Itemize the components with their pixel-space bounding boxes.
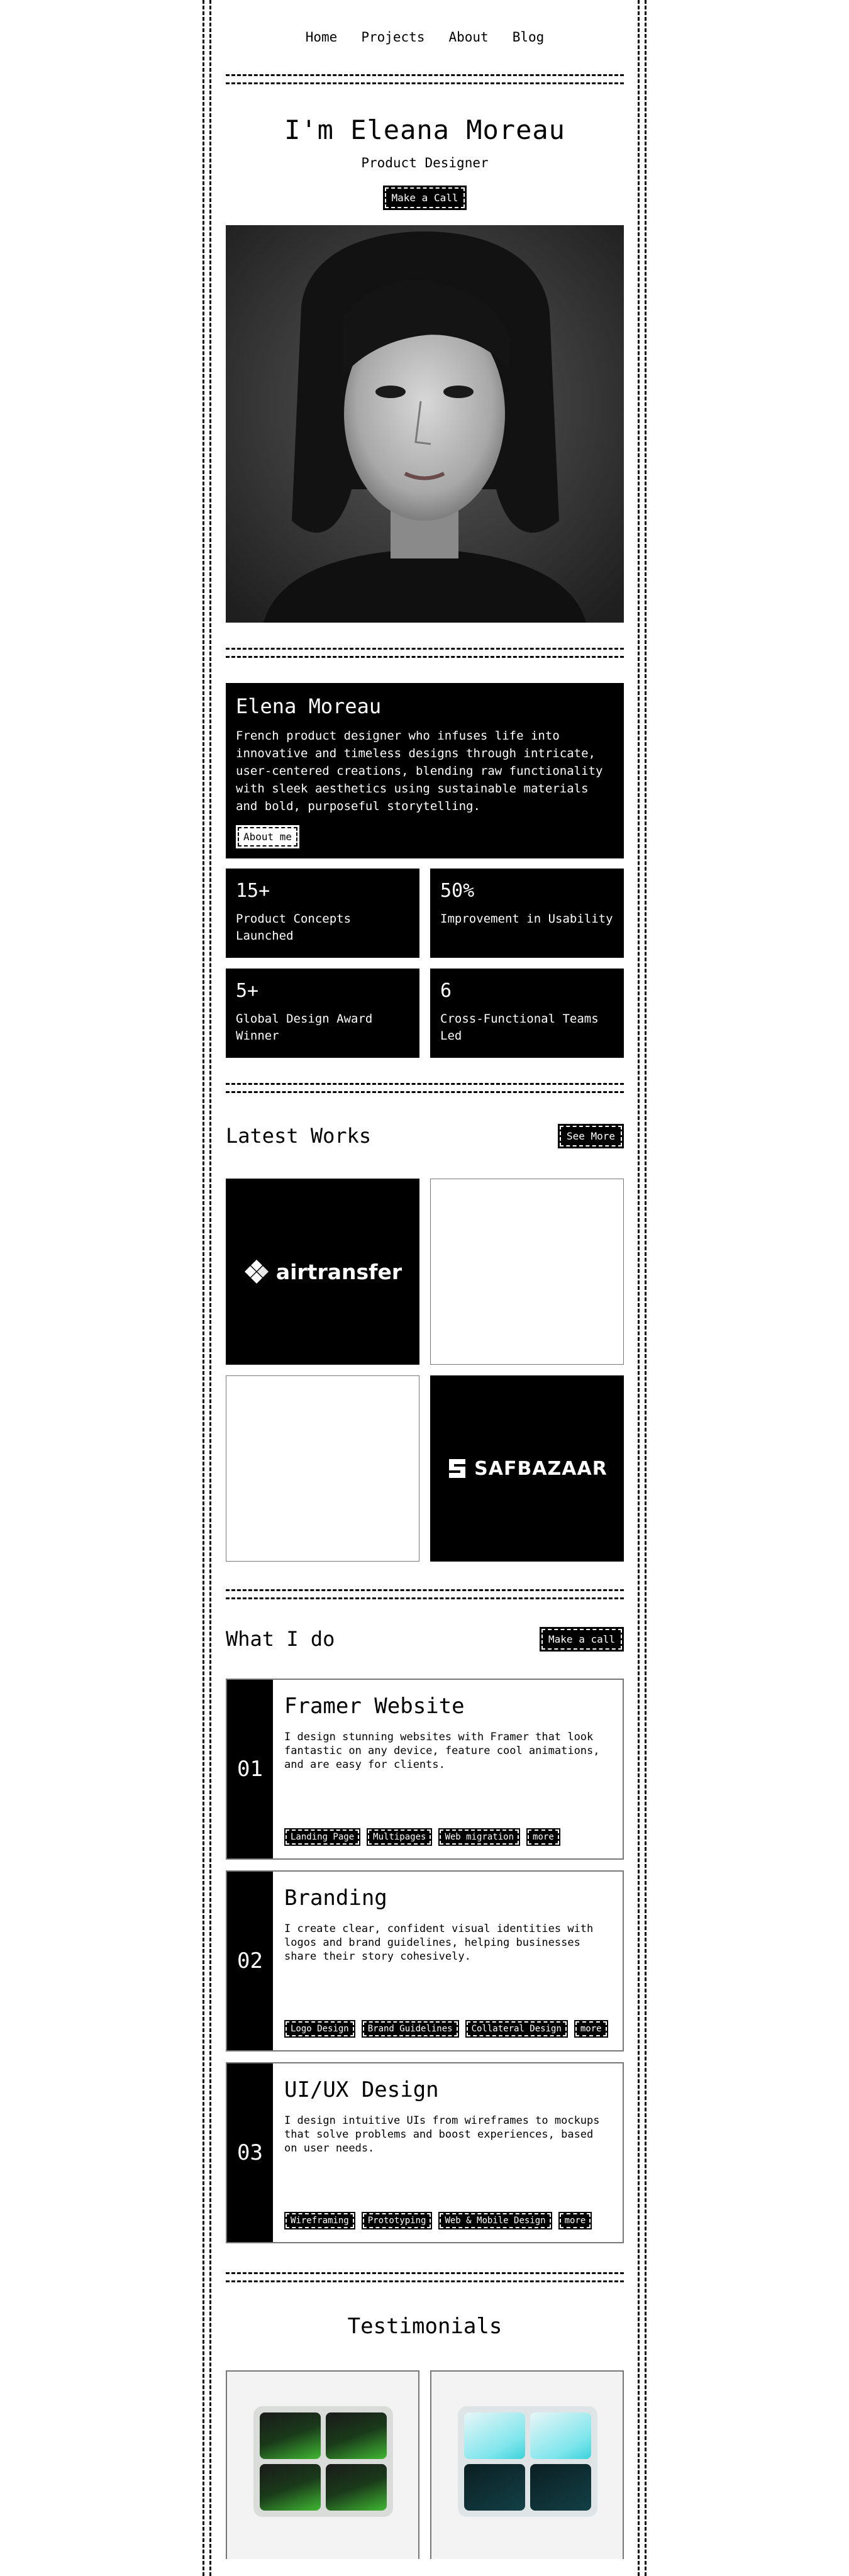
nav-blog[interactable]: Blog — [512, 30, 545, 45]
divider — [226, 1589, 624, 1599]
safbazaar-mark-icon — [447, 1458, 468, 1479]
stats-grid — [226, 869, 624, 1058]
safbazaar-wordmark: SAFBAZAAR — [474, 1457, 608, 1480]
divider — [226, 648, 624, 658]
divider — [226, 74, 624, 84]
about-me-button[interactable]: About me — [236, 825, 299, 848]
service-tag[interactable]: more — [526, 1828, 560, 1846]
stat-value: 6 — [440, 980, 452, 1002]
testimonial-thumbnail — [458, 2406, 597, 2517]
service-index: 01 — [227, 1680, 273, 1858]
what-i-do-section — [226, 1599, 624, 2243]
work-card-empty[interactable] — [430, 1179, 624, 1365]
bio-name: Elena Moreau — [236, 694, 382, 718]
service-index: 02 — [227, 1872, 273, 2050]
airtransfer-wordmark: airtransfer — [275, 1259, 402, 1284]
safbazaar-logo — [447, 1458, 608, 1480]
testimonial-thumbnail — [253, 2406, 393, 2517]
testimonial-card[interactable] — [430, 2370, 624, 2559]
testimonials-grid — [226, 2370, 624, 2559]
latest-works-section — [226, 1093, 624, 1562]
see-more-button[interactable]: See More — [558, 1124, 624, 1148]
testimonials-section — [226, 2282, 624, 2559]
service-card — [226, 1870, 624, 2051]
nav-about[interactable]: About — [448, 30, 489, 45]
works-grid — [226, 1179, 624, 1562]
hero-section — [226, 84, 624, 623]
service-tag[interactable]: Multipages — [367, 1828, 432, 1846]
testimonials-title: Testimonials — [347, 2314, 502, 2339]
stat-label: Product Concepts Launched — [236, 912, 352, 943]
make-a-call-button[interactable]: Make a Call — [383, 186, 467, 210]
bio-text: French product designer who infuses life into innovative and timeless designs through intricate, user-centered creations, blending raw functionality with sleek aesthetics using sustainable materials and bold, purposeful storytelling. — [236, 729, 603, 813]
divider — [226, 1083, 624, 1093]
hero-role: Product Designer — [361, 155, 489, 170]
nav-projects[interactable]: Projects — [361, 30, 425, 45]
service-tag[interactable]: Web migration — [438, 1828, 520, 1846]
stat-card — [226, 869, 419, 958]
stat-label: Global Design Award Winner — [236, 1012, 373, 1043]
latest-works-title: Latest Works — [226, 1124, 372, 1148]
stat-card — [226, 969, 419, 1058]
service-title: Branding — [284, 1885, 387, 1911]
stat-label: Improvement in Usability — [440, 912, 613, 926]
stat-value: 5+ — [236, 980, 259, 1002]
service-tag[interactable]: Wireframing — [284, 2212, 355, 2229]
what-i-do-title: What I do — [226, 1627, 335, 1651]
service-description: I design intuitive UIs from wireframes to mockups that solve problems and boost experiences, based on user needs. — [284, 2114, 600, 2155]
airtransfer-mark-icon — [243, 1258, 270, 1285]
testimonial-card[interactable] — [226, 2370, 419, 2559]
service-title: Framer Website — [284, 1694, 465, 1719]
airtransfer-logo — [243, 1258, 402, 1285]
nav-home[interactable]: Home — [305, 30, 338, 45]
bio-card — [226, 683, 624, 858]
work-card-airtransfer[interactable] — [226, 1179, 419, 1365]
right-dashed-rail — [638, 0, 646, 2576]
service-tag[interactable]: Logo Design — [284, 2020, 355, 2038]
service-tag[interactable]: Web & Mobile Design — [438, 2212, 552, 2229]
service-description: I create clear, confident visual identities with logos and brand guidelines, helping businesses share their story cohesively. — [284, 1923, 594, 1963]
left-dashed-rail — [203, 0, 211, 2576]
hero-title: I'm Eleana Moreau — [284, 114, 565, 145]
make-a-call-button-services[interactable]: Make a call — [540, 1627, 624, 1652]
service-description: I design stunning websites with Framer that look fantastic on any device, feature cool animations, and are easy for clients. — [284, 1731, 600, 1771]
service-tag[interactable]: Collateral Design — [465, 2020, 568, 2038]
page-column — [226, 0, 624, 2559]
service-card — [226, 2062, 624, 2243]
service-tag[interactable]: more — [558, 2212, 592, 2229]
service-card — [226, 1679, 624, 1860]
stat-value: 50% — [440, 880, 475, 902]
work-card-empty[interactable] — [226, 1375, 419, 1562]
service-tag[interactable]: Brand Guidelines — [362, 2020, 459, 2038]
service-tag[interactable]: Prototyping — [362, 2212, 433, 2229]
about-section — [226, 683, 624, 1058]
divider — [226, 2272, 624, 2282]
work-card-safbazaar[interactable] — [430, 1375, 624, 1562]
service-tag[interactable]: Landing Page — [284, 1828, 360, 1846]
portrait-photo — [226, 225, 624, 623]
top-nav — [226, 0, 624, 74]
service-title: UI/UX Design — [284, 2077, 439, 2102]
stat-value: 15+ — [236, 880, 270, 902]
stat-label: Cross-Functional Teams Led — [440, 1012, 599, 1043]
service-index: 03 — [227, 2063, 273, 2242]
services-list — [226, 1679, 624, 2243]
stat-card — [430, 869, 624, 958]
service-tag[interactable]: more — [574, 2020, 608, 2038]
stat-card — [430, 969, 624, 1058]
